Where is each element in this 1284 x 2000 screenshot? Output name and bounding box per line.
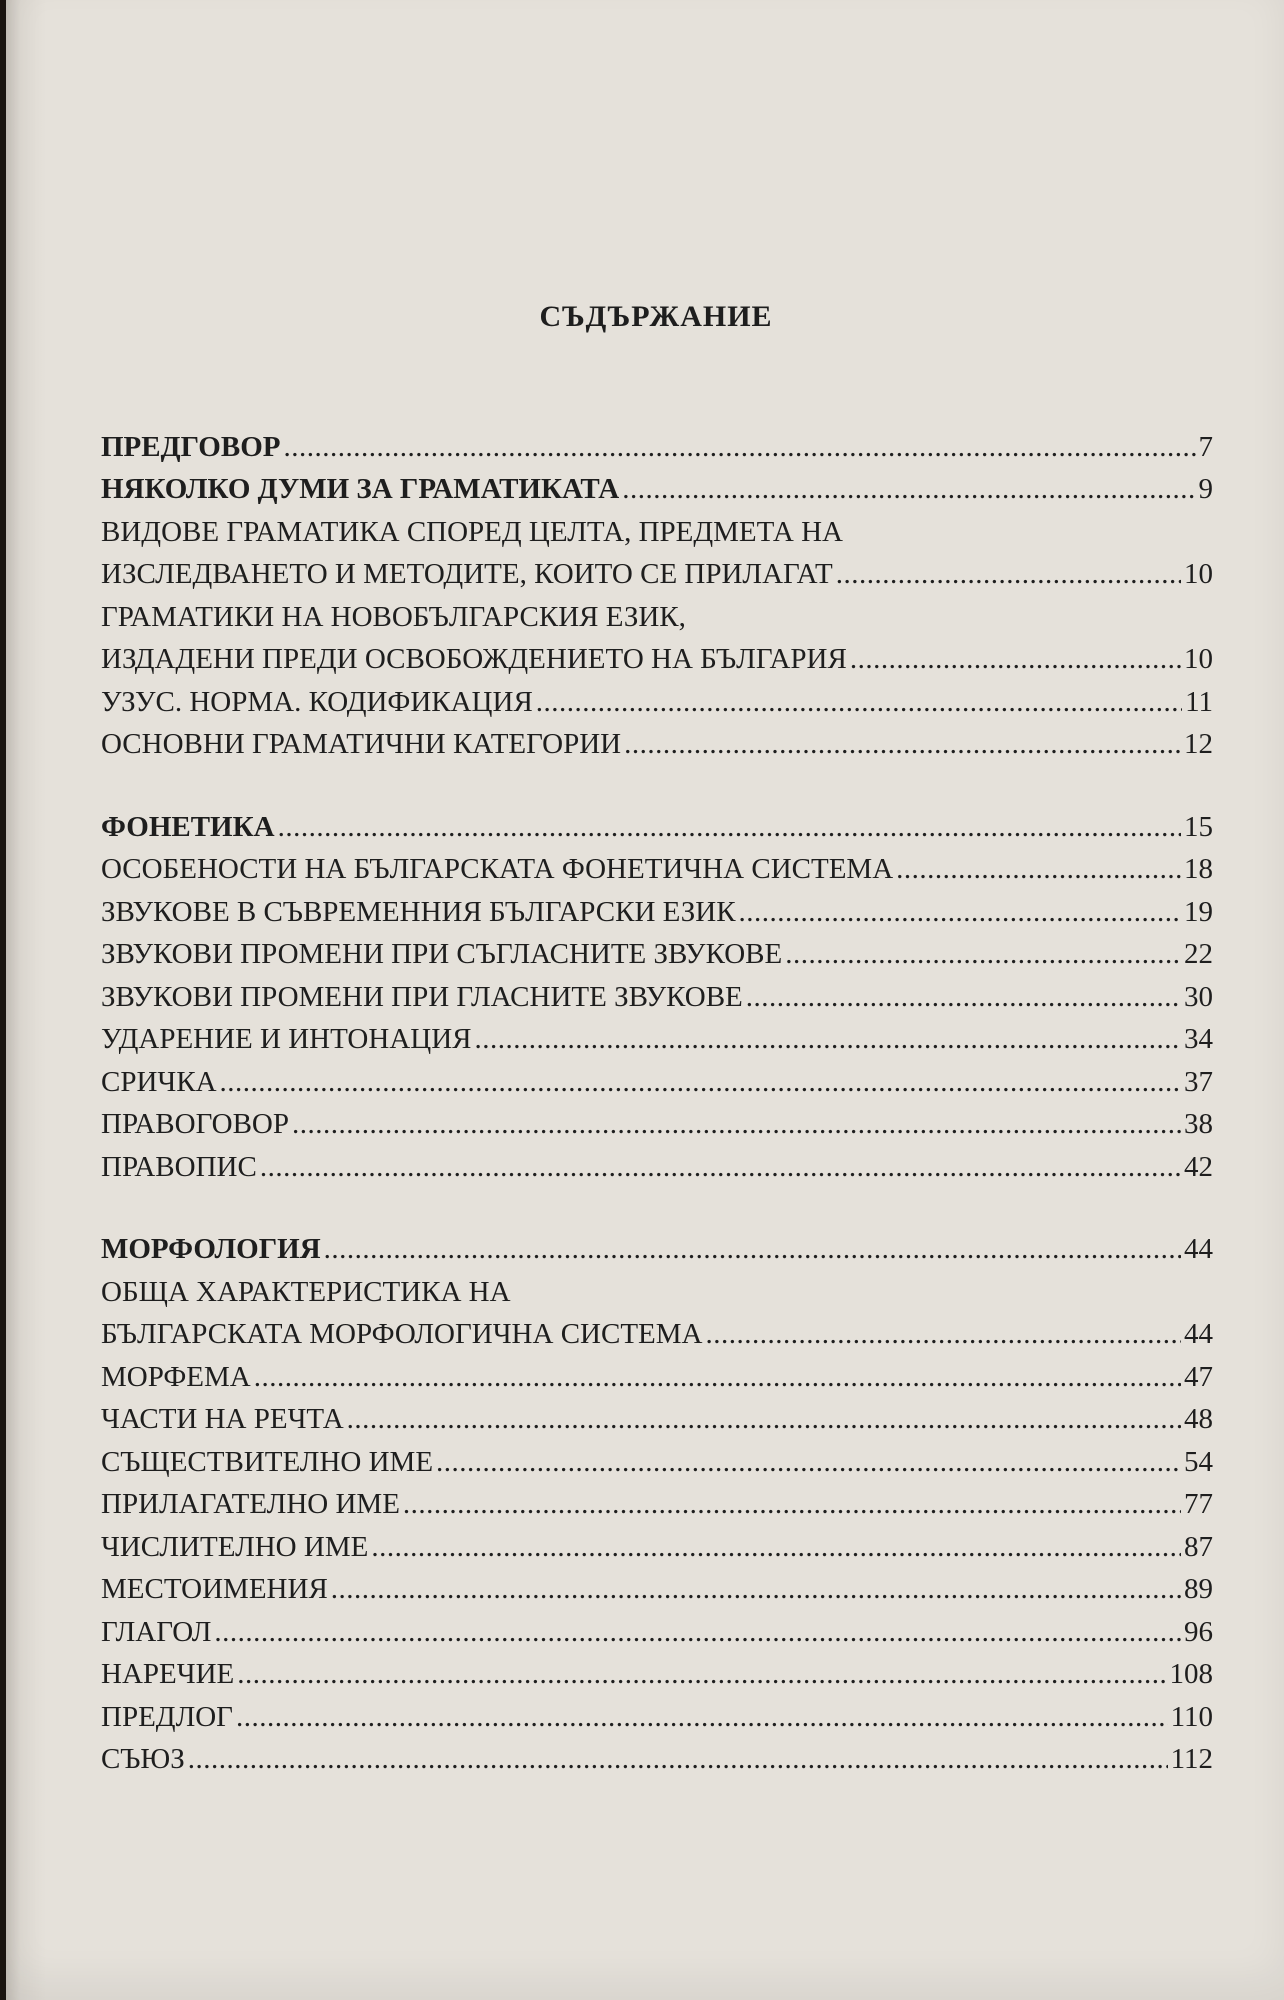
dot-leader: [746, 980, 1181, 1015]
dot-leader: [403, 1487, 1181, 1522]
toc-entry: [101, 1352, 1213, 1395]
dot-leader: [236, 1700, 1168, 1735]
dot-leader: [850, 642, 1181, 677]
toc-page-number: 54: [1184, 1445, 1213, 1478]
toc-entry: [101, 1057, 1213, 1100]
dot-leader: [624, 727, 1181, 762]
toc-page-number: 37: [1184, 1065, 1213, 1098]
toc-entry-title: ИЗСЛЕДВАНЕТО И МЕТОДИТЕ, КОИТО СЕ ПРИЛАГАТ: [101, 558, 833, 591]
toc-page-number: 87: [1184, 1530, 1213, 1563]
dot-leader: [254, 1360, 1181, 1395]
toc-entry: [101, 1142, 1213, 1185]
toc-page-number: 112: [1170, 1743, 1213, 1776]
toc-page-number: 18: [1184, 853, 1213, 886]
toc-entry-title: ВИДОВЕ ГРАМАТИКА СПОРЕД ЦЕЛТА, ПРЕДМЕТА НА: [101, 515, 843, 548]
toc-entry: [101, 677, 1213, 720]
dot-leader: [475, 1022, 1182, 1057]
table-of-contents: [101, 422, 1213, 1817]
toc-entry-title: ПРЕДЛОГ: [101, 1700, 233, 1733]
toc-entry: [101, 1735, 1213, 1778]
toc-entry: [101, 550, 1213, 593]
toc-entry: [101, 1437, 1213, 1480]
toc-section: [101, 422, 1213, 762]
toc-entry: [101, 1607, 1213, 1650]
toc-entry-title: ПРЕДГОВОР: [101, 430, 281, 463]
toc-entry-title: ОБЩА ХАРАКТЕРИСТИКА НА: [101, 1275, 511, 1308]
toc-entry-title: ЧИСЛИТЕЛНО ИМЕ: [101, 1530, 369, 1563]
toc-page-number: 11: [1185, 685, 1213, 718]
toc-entry: [101, 1310, 1213, 1353]
toc-heading: [101, 802, 1213, 845]
toc-entry-title: ФОНЕТИКА: [101, 810, 275, 843]
toc-entry: [101, 592, 1213, 635]
toc-page-number: 9: [1198, 473, 1213, 506]
page-title: СЪДЪРЖАНИЕ: [539, 300, 773, 333]
toc-entry: [101, 1480, 1213, 1523]
toc-entry: [101, 507, 1213, 550]
toc-entry: [101, 1692, 1213, 1735]
toc-page-number: 96: [1184, 1615, 1213, 1648]
toc-entry-title: МЕСТОИМЕНИЯ: [101, 1573, 328, 1606]
toc-page-number: 7: [1198, 430, 1213, 463]
toc-page-number: 89: [1184, 1573, 1213, 1606]
toc-entry: [101, 887, 1213, 930]
toc-entry-title: УЗУС. НОРМА. КОДИФИКАЦИЯ: [101, 685, 533, 718]
toc-heading: [101, 422, 1213, 465]
toc-page-number: 10: [1184, 558, 1213, 591]
toc-entry-title: МОРФОЛОГИЯ: [101, 1233, 321, 1266]
dot-leader: [283, 430, 1195, 465]
toc-entry: [101, 1100, 1213, 1143]
toc-entry-title: ОСОБЕНОСТИ НА БЪЛГАРСКАТА ФОНЕТИЧНА СИСТЕМА: [101, 853, 894, 886]
toc-entry: [101, 1267, 1213, 1310]
toc-entry: [101, 1395, 1213, 1438]
dot-leader: [622, 472, 1195, 507]
toc-entry-title: НАРЕЧИЕ: [101, 1658, 235, 1691]
toc-page-number: 30: [1184, 980, 1213, 1013]
toc-entry: [101, 972, 1213, 1015]
dot-leader: [292, 1107, 1181, 1142]
toc-page-number: 12: [1184, 728, 1213, 761]
toc-page-number: 19: [1184, 895, 1213, 928]
toc-entry-title: МОРФЕМА: [101, 1360, 251, 1393]
toc-page-number: 110: [1170, 1700, 1213, 1733]
dot-leader: [739, 895, 1181, 930]
toc-page-number: 47: [1184, 1360, 1213, 1393]
dot-leader: [214, 1615, 1181, 1650]
toc-page-number: 15: [1184, 810, 1213, 843]
toc-entry-title: БЪЛГАРСКАТА МОРФОЛОГИЧНА СИСТЕМА: [101, 1318, 703, 1351]
dot-leader: [347, 1402, 1181, 1437]
toc-heading: [101, 465, 1213, 508]
toc-page-number: 42: [1184, 1150, 1213, 1183]
toc-entry: [101, 1565, 1213, 1608]
dot-leader: [785, 937, 1181, 972]
toc-page-number: 34: [1184, 1023, 1213, 1056]
dot-leader: [220, 1065, 1181, 1100]
toc-page-number: 22: [1184, 938, 1213, 971]
toc-entry: [101, 1015, 1213, 1058]
toc-entry: [101, 1650, 1213, 1693]
toc-page-number: 44: [1184, 1233, 1213, 1266]
toc-entry-title: ЗВУКОВИ ПРОМЕНИ ПРИ ГЛАСНИТЕ ЗВУКОВЕ: [101, 980, 743, 1013]
toc-entry-title: ЗВУКОВЕ В СЪВРЕМЕННИЯ БЪЛГАРСКИ ЕЗИК: [101, 895, 736, 928]
toc-entry-title: СЪЮЗ: [101, 1743, 185, 1776]
toc-entry-title: ЧАСТИ НА РЕЧТА: [101, 1403, 344, 1436]
toc-heading: [101, 1225, 1213, 1268]
toc-entry-title: ГЛАГОЛ: [101, 1615, 212, 1648]
dot-leader: [836, 557, 1181, 592]
toc-page-number: 77: [1184, 1488, 1213, 1521]
dot-leader: [188, 1742, 1168, 1777]
toc-entry: [101, 635, 1213, 678]
toc-entry-title: ПРАВОГОВОР: [101, 1108, 289, 1141]
dot-leader: [896, 852, 1181, 887]
dot-leader: [536, 685, 1182, 720]
dot-leader: [436, 1445, 1181, 1480]
dot-leader: [371, 1530, 1181, 1565]
toc-page-number: 44: [1184, 1318, 1213, 1351]
toc-entry-title: СЪЩЕСТВИТЕЛНО ИМЕ: [101, 1445, 434, 1478]
toc-page-number: 48: [1184, 1403, 1213, 1436]
toc-entry-title: ОСНОВНИ ГРАМАТИЧНИ КАТЕГОРИИ: [101, 728, 622, 761]
book-page: [6, 0, 1284, 2000]
toc-entry-title: ИЗДАДЕНИ ПРЕДИ ОСВОБОЖДЕНИЕТО НА БЪЛГАРИЯ: [101, 643, 847, 676]
toc-entry-title: ПРАВОПИС: [101, 1150, 257, 1183]
toc-entry-title: ГРАМАТИКИ НА НОВОБЪЛГАРСКИЯ ЕЗИК,: [101, 600, 686, 633]
dot-leader: [705, 1317, 1181, 1352]
dot-leader: [278, 810, 1181, 845]
dot-leader: [237, 1657, 1166, 1692]
toc-entry: [101, 1522, 1213, 1565]
toc-page-number: 10: [1184, 643, 1213, 676]
dot-leader: [324, 1232, 1181, 1267]
toc-entry-title: СРИЧКА: [101, 1065, 217, 1098]
toc-entry: [101, 720, 1213, 763]
toc-entry-title: ПРИЛАГАТЕЛНО ИМЕ: [101, 1488, 400, 1521]
toc-entry: [101, 845, 1213, 888]
toc-entry-title: ЗВУКОВИ ПРОМЕНИ ПРИ СЪГЛАСНИТЕ ЗВУКОВЕ: [101, 938, 783, 971]
toc-entry: [101, 930, 1213, 973]
toc-section: [101, 802, 1213, 1185]
toc-entry-title: НЯКОЛКО ДУМИ ЗА ГРАМАТИКАТА: [101, 473, 620, 506]
dot-leader: [260, 1150, 1181, 1185]
dot-leader: [331, 1572, 1181, 1607]
toc-section: [101, 1225, 1213, 1778]
toc-page-number: 38: [1184, 1108, 1213, 1141]
toc-entry-title: УДАРЕНИЕ И ИНТОНАЦИЯ: [101, 1023, 472, 1056]
toc-page-number: 108: [1169, 1658, 1213, 1691]
